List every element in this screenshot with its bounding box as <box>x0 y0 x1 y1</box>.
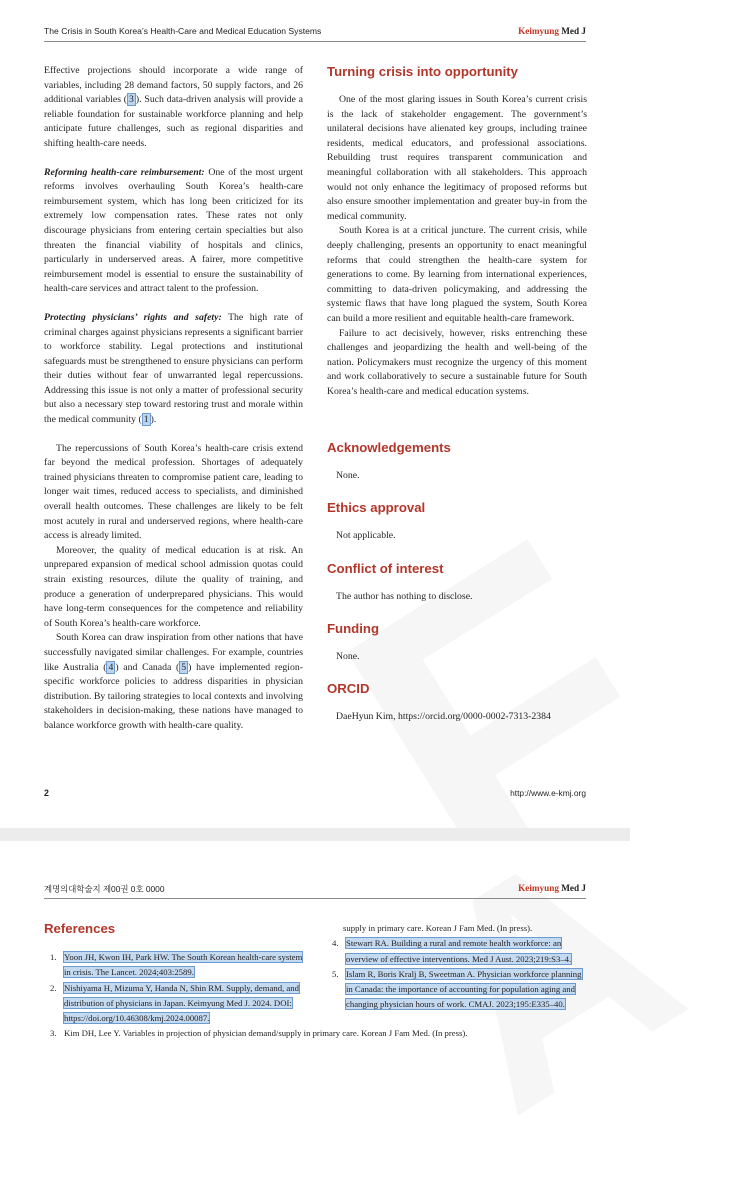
funding-body: None. <box>336 651 360 662</box>
reference-continuation: supply in primary care. Korean J Fam Med. (In press). <box>343 923 533 933</box>
citation-link[interactable]: 3 <box>129 94 134 106</box>
section-title-turning-crisis: Turning crisis into opportunity <box>327 64 518 79</box>
page-two <box>0 841 630 1060</box>
citation-link[interactable]: 5 <box>181 661 187 673</box>
journal-brand: Keimyung <box>518 26 559 36</box>
reference-item: 1. Yoon JH, Kwon IH, Park HW. The South Korean health-care system in crisis. The Lancet. 2024;403:2589. <box>50 952 303 978</box>
section-title-references: References <box>44 921 116 936</box>
section-title-funding: Funding <box>327 621 379 636</box>
running-journal-korean: 계명의대학술지 제00권 0호 0000 <box>44 884 165 894</box>
paragraph-failure: Failure to act decisively, however, risks entrenching these challenges and jeopardizing the health and well-being of the nation. Policymakers must recognize the urgency of this moment and work collaboratively to secure a sustainable future for South Korea’s health-care and medical education systems. <box>327 327 587 397</box>
run-in-heading: Reforming health-care reimbursement: <box>44 166 205 178</box>
section-title-acknowledgements: Acknowledgements <box>327 440 451 455</box>
journal-name <box>518 26 586 36</box>
page-number: 2 <box>44 788 49 798</box>
orcid-body[interactable]: DaeHyun Kim, https://orcid.org/0000-0002-7313-2384 <box>336 711 551 722</box>
acknowledgements-body: None. <box>336 470 360 481</box>
citation-link[interactable]: 4 <box>108 661 114 673</box>
paragraph-reimbursement: Reforming health-care reimbursement: One of the most urgent reforms involves overhauling South Korea’s health-care reimbursement system, which has long been criticized for its extremely low compensation rates. These rates not only discourage physicians from entering certain specialties but also threaten the financial viability of hospitals and clinics, particularly in underserved areas. A fairer, more competitive reimbursement model is essential to ensure the sustainability of health-care services and attract talent to the profession. <box>44 166 303 295</box>
header-rule <box>44 41 586 42</box>
paragraph-stakeholders: One of the most glaring issues in South Korea’s current crisis is the lack of stakeholder engagement. The government’s unilateral decisions have alienated key groups, including trainee residents, medical educators, and professional associations. Rebuilding trust requires transparent communication and meaningful collaboration with all stakeholders. This approach would not only enhance the legitimacy of proposed reforms but also ensure smoother implementation and greater buy-in from the medical community. <box>327 94 587 222</box>
ethics-body: Not applicable. <box>336 530 396 541</box>
reference-text: Kim DH, Lee Y. Variables in projection of physician demand/supply in primary care. Korean J Fam Med. (In press). <box>64 1028 468 1039</box>
section-title-ethics: Ethics approval <box>327 500 426 515</box>
reference-list-right <box>332 921 586 1013</box>
journal-name <box>518 883 586 893</box>
header-rule <box>44 898 586 899</box>
paragraph-rights-safety: Protecting physicians’ rights and safety: The high rate of criminal charges against physicians represents a significant barrier to workforce stability. Legal protections and institutional safeguards must be strengthened to ensure physicians can perform their duties without fear of unwarranted legal repercussions. Addressing this issue is not only a matter of professional security but also a necessary step toward restoring trust and morale within the medical community ( 1 ). <box>44 311 303 426</box>
section-title-conflict: Conflict of interest <box>327 561 444 576</box>
paragraph-repercussions: The repercussions of South Korea’s health-care crisis extend far beyond the medical profession. Shortages of adequately trained physicians threaten to compromise patient care, leading to longer wait times, reduced access to specialists, and diminished overall health outcomes. These challenges are likely to be felt most acutely in rural and underserved regions, where health-care access is already limited. <box>44 442 303 542</box>
reference-link[interactable]: Stewart RA. Building a rural and remote health workforce: an overview of effective interventions. Med J Aust. 2023;219:S3–4. <box>346 938 572 964</box>
reference-link[interactable]: Nishiyama H, Mizuma Y, Handa N, Shin RM. Supply, demand, and distribution of physicians in Japan. Keimyung Med J. 2024. DOI: https://doi.org/10.46308/kmj.2024.00087. <box>64 982 299 1024</box>
journal-brand: Keimyung <box>518 883 559 893</box>
reference-link[interactable]: Yoon JH, Kwon IH, Park HW. The South Korean health-care system in crisis. The Lancet. 2024;403:2589. <box>64 952 303 978</box>
journal-url[interactable]: http://www.e-kmj.org <box>510 788 586 798</box>
reference-item: 3. Kim DH, Lee Y. Variables in projection of physician demand/supply in primary care. Korean J Fam Med. (In press). <box>50 1026 304 1041</box>
run-in-heading: Protecting physicians’ rights and safety: <box>44 311 222 323</box>
page-gap <box>0 828 630 841</box>
reference-item: 4. Stewart RA. Building a rural and remote health workforce: an overview of effective interventions. Med J Aust. 2023;219:S3–4. <box>332 938 572 964</box>
paragraph-education-quality: Moreover, the quality of medical education is at risk. An unprepared expansion of medical school admission quotas could strain existing resources, dilute the quality of training, and produce a generation of underprepared physicians. This would have long-term consequences for the competence and reliability of South Korea’s health-care workforce. <box>44 544 303 629</box>
reference-item: 5. Islam R, Boris Kralj B, Sweetman A. Physician workforce planning in Canada: the importance of accounting for population aging and changing physician hours of work. CMAJ. 2023;195:E335–40. <box>332 968 582 1010</box>
right-column <box>327 93 587 399</box>
journal-suffix: Med J <box>558 883 586 893</box>
running-title: The Crisis in South Korea’s Health-Care and Medical Education Systems <box>44 26 322 36</box>
left-column <box>44 64 303 734</box>
paragraph-juncture: South Korea is at a critical juncture. The current crisis, while deeply challenging, presents an opportunity to enact meaningful reforms that could strengthen the health-care system for generations to come. By learning from international experiences, committing to data-driven policymaking, and addressing the systemic flaws that have long plagued the system, South Korea can build a more resilient and equitable health-care framework. <box>327 225 587 324</box>
section-title-orcid: ORCID <box>327 681 370 696</box>
paragraph-projections: Effective projections should incorporate a wide range of variables, including 28 demand factors, 50 supply factors, and 26 additional variables ( 3 ). Such data-driven analysis will provide a reliable foundation for sustainable workforce planning and help anticipate future challenges, such as regional disparities and shifting health-care needs. <box>44 65 303 149</box>
reference-link[interactable]: Islam R, Boris Kralj B, Sweetman A. Physician workforce planning in Canada: the importance of accounting for population aging and changing physician hours of work. CMAJ. 2023;195:E335–40. <box>346 968 582 1010</box>
conflict-body: The author has nothing to disclose. <box>336 591 473 602</box>
citation-link[interactable]: 1 <box>143 414 149 426</box>
journal-suffix: Med J <box>558 26 586 36</box>
reference-item: 2. Nishiyama H, Mizuma Y, Handa N, Shin RM. Supply, demand, and distribution of physicians in Japan. Keimyung Med J. 2024. DOI: https://doi.org/10.46308/kmj.2024.00087. <box>50 982 299 1024</box>
paragraph-inspiration: South Korea can draw inspiration from other nations that have successfully navigated similar challenges. For example, countries like Australia ( 4 ) and Canada ( 5 ) have implemented region-specific workforce policies to address disparities in physician distribution. By tailoring strategies to local contexts and involving stakeholders in decision-making, these nations have managed to balance workforce growth with health-care quality. <box>44 632 303 731</box>
